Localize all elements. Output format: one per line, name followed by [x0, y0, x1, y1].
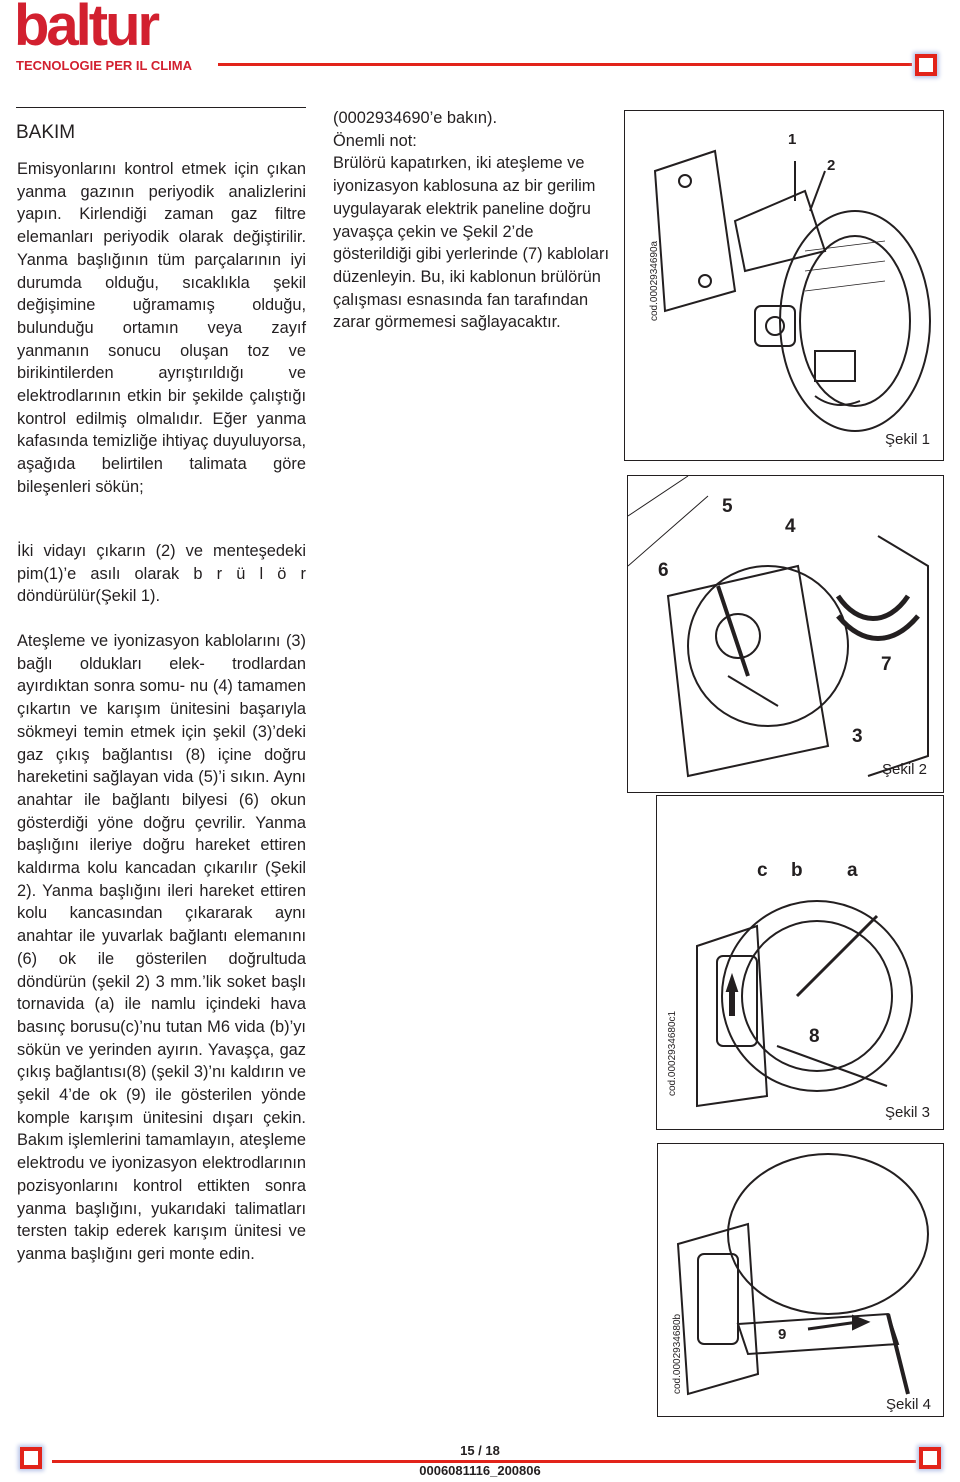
left-paragraph-1 [17, 158, 306, 499]
burner-hinge-drawing [625, 111, 943, 460]
figure-3 [656, 795, 944, 1130]
figure-1-code: cod.0002934690a [649, 240, 660, 321]
figure-4-label: Şekil 4 [886, 1396, 932, 1413]
callout-3: 3 [852, 726, 863, 747]
mixing-unit-drawing [657, 796, 943, 1129]
logo-tagline: TECNOLOGIE PER IL CLIMA [16, 58, 192, 73]
section-heading: BAKIM [16, 122, 76, 143]
figure-1-label: Şekil 1 [885, 431, 931, 448]
callout-7: 7 [881, 654, 892, 675]
left-paragraph-3 [17, 630, 306, 1266]
figure-4-code: cod.0002934680b [672, 1313, 683, 1394]
corner-square-icon [915, 54, 937, 76]
page-number: 15 / 18 [460, 1443, 500, 1458]
callout-6: 6 [658, 560, 669, 581]
figure-3-code: cod.0002934680c1 [667, 1010, 678, 1096]
header-rule [218, 63, 912, 66]
step-rotate-burner: İki vidayı çıkarın (2) ve menteşedeki pim(1)’e asılı olarak b r ü l ö r döndürülür(Şekil 1). [17, 542, 306, 606]
column-rule [16, 107, 306, 108]
important-note-text: Brülörü kapatırken, iki ateşleme ve iyonizasyon kablosuna az bir gerilim uygulayarak elektrik paneline doğru yavaşça çekin ve Şekil 2’de gösterildiği gibi yerlerinde (7) kabloları düzenleyin. Bu, iki kablonun brülörün çalışması esnasında fan tarafından zarar görmemesi sağlayacaktır. [333, 154, 610, 332]
callout-8: 8 [809, 1026, 820, 1047]
head-removal-drawing [658, 1144, 943, 1416]
callout-a: a [847, 860, 858, 881]
document-code: 0006081116_200806 [419, 1463, 541, 1478]
middle-column [333, 107, 611, 334]
figure-3-label: Şekil 3 [885, 1104, 931, 1121]
reference-line: (0002934690’e bakın). [333, 109, 498, 127]
figure-2-label: Şekil 2 [882, 761, 928, 778]
callout-b: b [791, 860, 803, 881]
callout-2: 2 [827, 157, 836, 174]
callout-c: c [757, 860, 768, 881]
callout-5: 5 [722, 496, 733, 517]
step-disassembly: Ateşleme ve iyonizasyon kablolarını (3) bağlı oldukları elek- trodlardan ayırdıktan sonra somu- nu (4) tamamen çıkartın ve karışım ünitesini başarıyla sökmeyi temin etmek için şekil (3)’deki gaz çıkış bağlantısı (8) içine doğru hareketini sağlayan vida (5)’i sıkın. Aynı anahtar ile bağlantı bilyesi (6) okun gösterdiği yöne doğru çevrilir. Yanma başlığını ileriye doğru hareket ettiren kaldırma kolu kancadan çıkarılır (Şekil 2). Yanma başlığını ileri hareket ettiren kolu kancasından çıkararak aynı anahtar ile yuvarlak bağlantı elemanını (6) ok ile gösterilen doğrultuda döndürün (şekil 2) 3 mm.’lik soket başlı tornavida (a) ile namlu içindeki hava basınç borusu(c)’nu tutan M6 vida (b)’yı sökün ve yerinden ayırın. Yavaşça, gaz çıkış bağlantısı(8) (şekil 3)’nı kaldırın ve şekil 4’de ok (9) ile gösterilen yönde komple karışım ünitesini dışarı çekin. Bakım işlemlerini tamamlayın, ateşleme elektrodu ve iyonizasyon elektrodlarının pozisyonlarını kontrol ettikten sonra yanma başlığını, yukarıdaki talimatları tersten takip ederek karışım ünitesi ve yanma başlığını geri monte edin. [17, 632, 306, 1263]
logo-wordmark: baltur [14, 0, 158, 58]
figure-2 [627, 475, 944, 793]
callout-1: 1 [788, 131, 797, 148]
important-note-title: Önemli not: [333, 131, 417, 150]
baltur-logo [14, 0, 194, 74]
figure-1 [624, 110, 944, 461]
maintenance-intro: Emisyonlarını kontrol etmek için çıkan yanma gazının periyodik analizlerini yapın. Kirlendiği zaman gaz filtre elemanları periyodik olarak değiştirilir. Yanma başlığının tüm parçalarının iyi durumda olduğu, sıcaklıkla şekil değişimine uğramamış olduğu, bulunduğu ortamın veya zayıf yanmanın sonucu oluşan toz ve birikintilerden ayrıştırıldığı ve elektrodlarının etkin bir şekilde çalıştığı kontrol edilmiş olmalıdır. Eğer yanma kafasında temizliğe ihtiyaç duyuluyorsa, aşağıda belirtilen talimata göre bileşenleri sökün; [17, 160, 306, 496]
figure-4 [657, 1143, 944, 1417]
callout-9: 9 [778, 1326, 787, 1343]
callout-4: 4 [785, 516, 796, 537]
left-paragraph-2 [17, 540, 306, 608]
